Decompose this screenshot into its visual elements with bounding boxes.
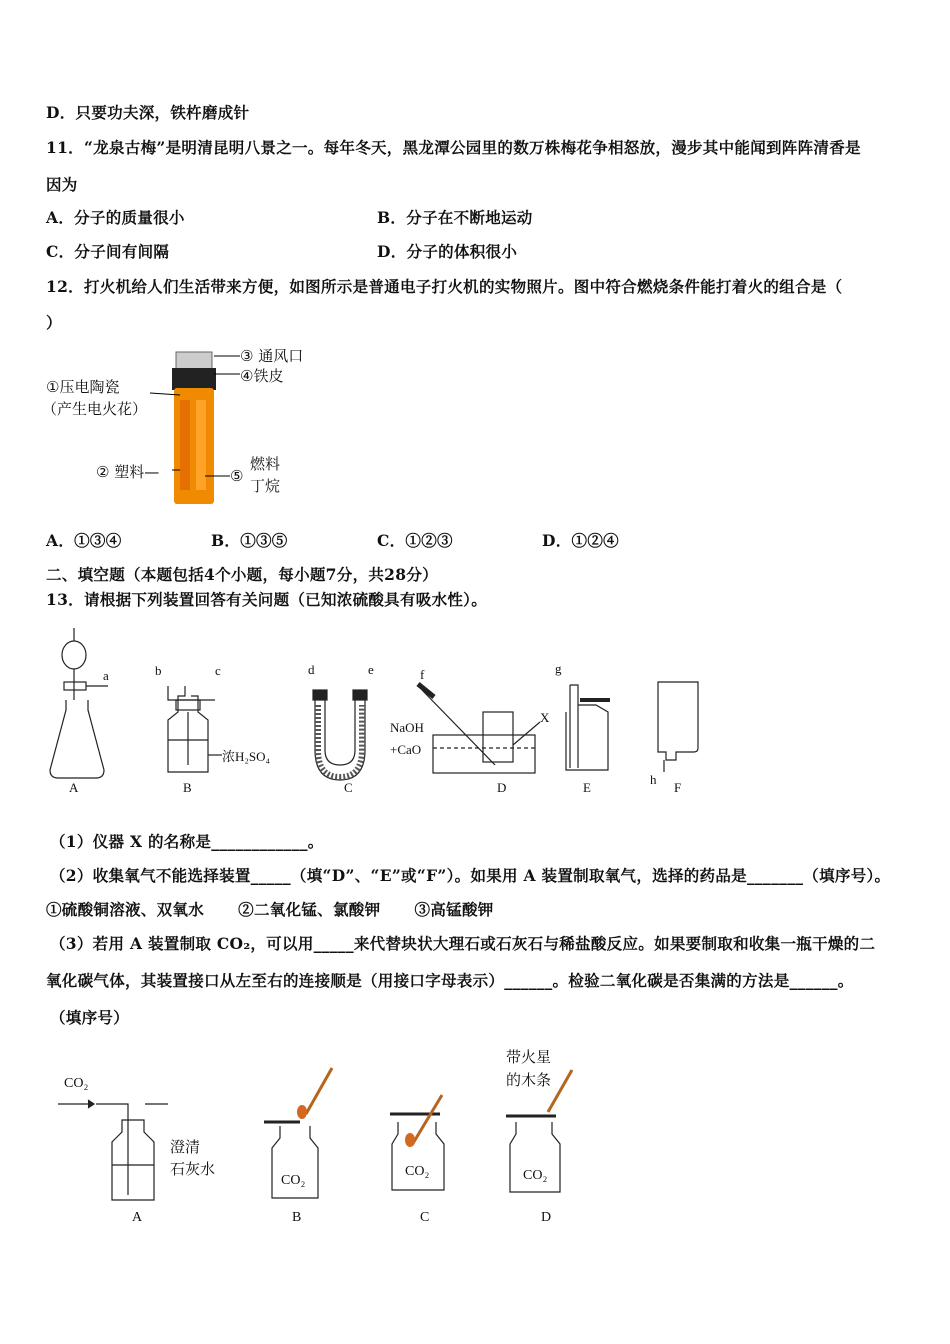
lighter-label-vent: ③ 通风口 — [240, 347, 304, 365]
lighter-label-plastic: ② 塑料— — [96, 463, 160, 481]
q13-sub3-end: （填序号） — [50, 1008, 130, 1027]
figure2-b-label: B — [292, 1210, 302, 1225]
port-a: a — [103, 668, 109, 683]
q11-stem-cont: 因为 — [46, 175, 78, 194]
label-naoh: NaOH — [390, 720, 424, 735]
q11-option-d: D．分子的体积很小 — [377, 242, 518, 261]
q11-option-a: A．分子的质量很小 — [46, 208, 185, 227]
q12-option-a: A．①③④ — [46, 531, 122, 550]
splint-label-1: 带火星 — [506, 1048, 552, 1066]
q13-sub3-cont: 氧化碳气体，其装置接口从左至右的连接顺是（用接口字母表示）______。检验二氧化碳是否集满的方法是______。 — [46, 971, 854, 990]
port-g: g — [555, 661, 562, 676]
q13-sub3: （3）若用 A 装置制取 CO₂，可以用_____来代替块状大理石或石灰石与稀盐酸反应。如果要制取和收集一瓶干燥的二 — [50, 934, 876, 953]
limewater-label-1: 澄清 — [170, 1138, 201, 1156]
splint-label-2: 的木条 — [506, 1071, 552, 1089]
q13-stem: 13．请根据下列装置回答有关问题（已知浓硫酸具有吸水性）。 — [46, 590, 488, 609]
lighter-label-butane: 丁烷 — [250, 477, 281, 495]
figure2-d-label: D — [541, 1210, 552, 1225]
apparatus-f-label: F — [674, 780, 682, 795]
q11-option-b: B．分子在不断地运动 — [377, 208, 533, 227]
label-cao: +CaO — [390, 742, 422, 757]
label-x: X — [540, 710, 550, 725]
q13-choices: ①硫酸铜溶液、双氧水 ②二氧化锰、氯酸钾 ③高锰酸钾 — [46, 900, 494, 919]
apparatus-c-label: C — [344, 780, 353, 795]
q12-option-b: B．①③⑤ — [211, 531, 288, 550]
figure2-a-label: A — [132, 1210, 143, 1225]
q13-sub1: （1）仪器 X 的名称是____________。 — [50, 832, 324, 851]
q12-option-c: C．①②③ — [377, 531, 453, 550]
q11-option-c: C．分子间有间隔 — [46, 242, 170, 261]
port-b: b — [155, 663, 162, 678]
label-h2so4: 浓H₂SO₄ — [222, 749, 271, 764]
apparatus-a-label: A — [69, 780, 79, 795]
lighter-label-piezo: ①压电陶瓷 — [46, 378, 120, 396]
co2-inlet-label: CO₂ — [64, 1076, 89, 1091]
apparatus-b-label: B — [183, 780, 192, 795]
bottle-d-co2: CO₂ — [523, 1168, 548, 1183]
lighter-label-spark: （产生电火花） — [42, 400, 148, 418]
port-f: f — [420, 667, 425, 682]
q12-stem-cont: ） — [46, 313, 62, 332]
lighter-label-iron: ④铁皮 — [240, 367, 284, 385]
q10-option-d: D．只要功夫深，铁杵磨成针 — [46, 103, 250, 122]
apparatus-e-label: E — [583, 780, 591, 795]
bottle-b-co2: CO₂ — [281, 1173, 306, 1188]
q11-stem: 11．“龙泉古梅”是明清昆明八景之一。每年冬天，黑龙潭公园里的数万株梅花争相怒放，漫步其中能闻到阵阵清香是 — [46, 138, 861, 157]
q13-sub2: （2）收集氧气不能选择装置_____（填“D”、“E”或“F”）。如果用 A 装置制取氧气，选择的药品是_______（填序号）。 — [50, 866, 891, 885]
apparatus-d-label: D — [497, 780, 507, 795]
q12-stem: 12．打火机给人们生活带来方便，如图所示是普通电子打火机的实物照片。图中符合燃烧条件能打着火的组合是（ — [46, 277, 843, 296]
port-e: e — [368, 662, 374, 677]
port-d: d — [308, 662, 315, 677]
port-c: c — [215, 663, 221, 678]
port-h: h — [650, 772, 657, 787]
limewater-label-2: 石灰水 — [170, 1160, 216, 1178]
lighter-label-fuel: 燃料 — [250, 455, 281, 473]
figure2-c-label: C — [420, 1210, 430, 1225]
bottle-c-co2: CO₂ — [405, 1164, 430, 1179]
q12-option-d: D．①②④ — [542, 531, 619, 550]
section-heading: 二、填空题（本题包括4个小题，每小题7分，共28分） — [46, 565, 438, 584]
lighter-label-fuel-num: ⑤ — [230, 467, 244, 485]
